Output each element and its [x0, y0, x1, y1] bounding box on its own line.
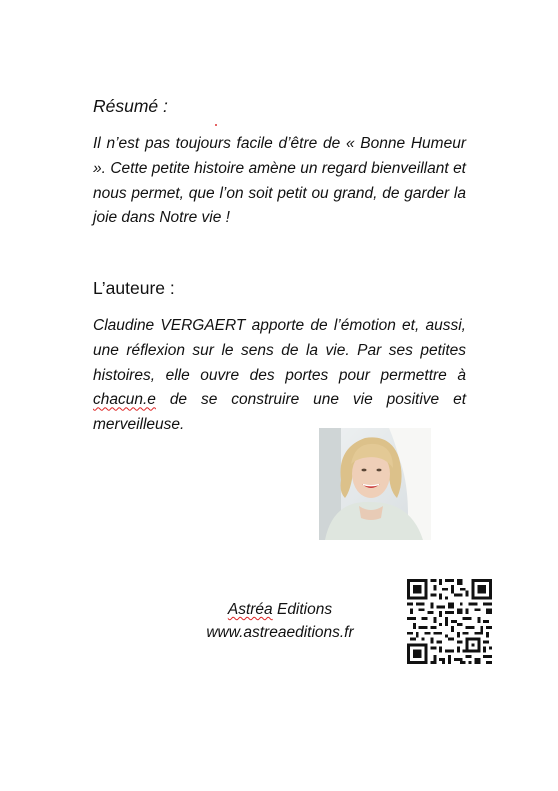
publisher-name-rest: Editions: [272, 601, 333, 618]
publisher-url: www.astreaeditions.fr: [206, 624, 354, 641]
author-photo: [319, 428, 431, 540]
qr-code-graphic: [407, 579, 492, 664]
resume-paragraph: Il n’est pas toujours facile d’être de « Bonne Humeur ». Cette petite histoire amène un regard bienveillant et nous permet, que l’on soit petit ou grand, de garder la joie dans Notre vie !: [93, 135, 466, 227]
publisher-name-marked: Astréa: [227, 601, 273, 618]
stray-red-mark: [215, 124, 217, 126]
author-portrait-illustration: [319, 428, 431, 540]
author-heading: L’auteure :: [93, 278, 175, 298]
resume-heading: Résumé :: [93, 96, 168, 116]
publisher-name: [150, 601, 410, 619]
author-text-end: de se construire une vie positive et merveilleuse.: [93, 391, 466, 434]
author-spellcheck-word: chacun.e: [93, 391, 156, 409]
author-text-start: Claudine VERGAERT apporte de l’émotion et, aussi, une réflexion sur le sens de la vie. Par ses petites histoires, elle ouvre des portes pour permettre à: [93, 317, 466, 384]
qr-code-icon: [407, 579, 492, 664]
author-paragraph: [93, 314, 466, 438]
